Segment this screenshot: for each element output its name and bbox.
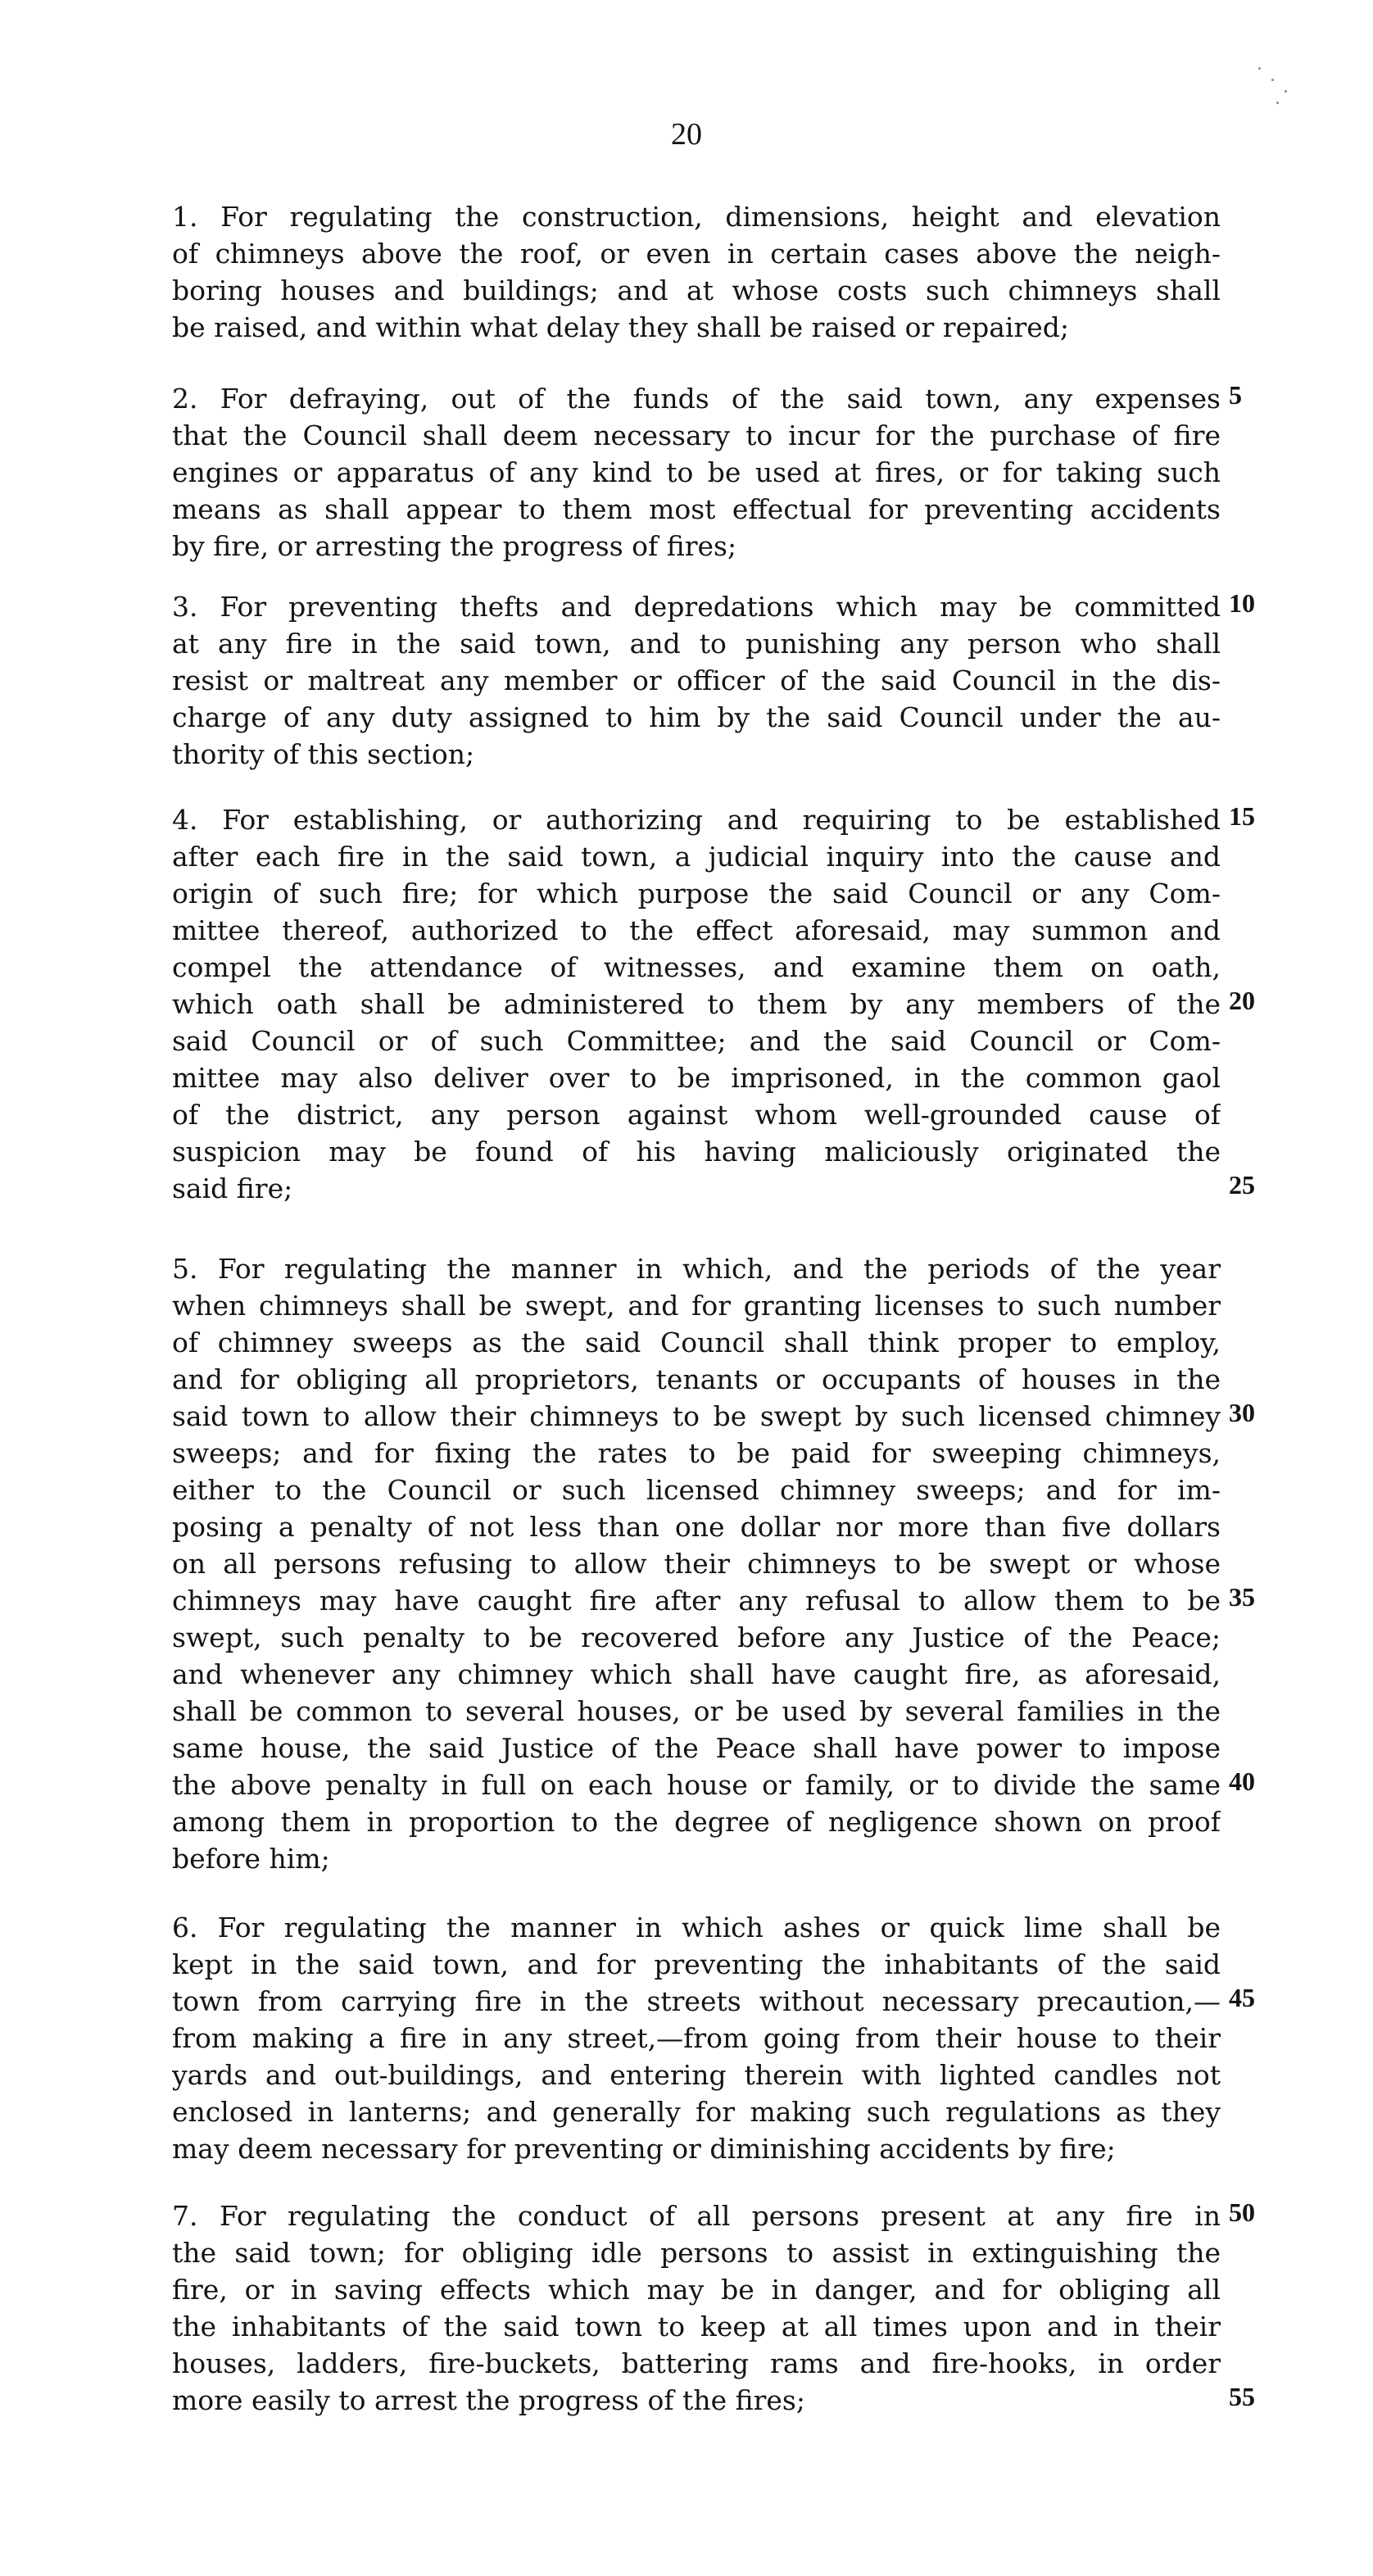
scan-speck (1285, 90, 1287, 93)
text-line: resist or maltreat any member or officer of the said Council in the dis- (172, 664, 1221, 696)
line-number: 45 (1229, 1983, 1255, 2012)
text-line: kept in the said town, and for preventing the inhabitants of the said (172, 1948, 1221, 1980)
text-line: by fire, or arresting the progress of fires; (172, 530, 737, 562)
line-number: 10 (1229, 588, 1255, 618)
text-line: boring houses and buildings; and at whose costs such chimneys shall (172, 274, 1221, 306)
text-line: be raised, and within what delay they shall be raised or repaired; (172, 311, 1070, 343)
text-line: that the Council shall deem necessary to incur for the purchase of fire (172, 420, 1221, 451)
text-line: shall be common to several houses, or be used by several families in the (172, 1695, 1221, 1727)
text-line: among them in proportion to the degree of negligence shown on proof (172, 1806, 1221, 1838)
line-number: 20 (1229, 986, 1255, 1015)
text-line: of chimney sweeps as the said Council shall think proper to employ, (172, 1327, 1221, 1358)
text-line: suspicion may be found of his having maliciously originated the (172, 1136, 1221, 1168)
text-line: mittee thereof, authorized to the effect aforesaid, may summon and (172, 914, 1221, 946)
text-line: 7. For regulating the conduct of all persons present at any fire in (172, 2200, 1221, 2232)
text-line: town from carrying fire in the streets without necessary precaution,— (172, 1985, 1221, 2017)
text-line: posing a penalty of not less than one dollar nor more than five dollars (172, 1511, 1221, 1543)
paragraph-1 (172, 198, 1221, 346)
scan-speck (1258, 67, 1261, 70)
text-line: sweeps; and for fixing the rates to be paid for sweeping chimneys, (172, 1437, 1221, 1469)
line-number: 15 (1229, 801, 1255, 831)
text-line: from making a fire in any street,—from going from their house to their (172, 2022, 1221, 2054)
text-line: after each fire in the said town, a judicial inquiry into the cause and (172, 841, 1221, 873)
text-line: at any fire in the said town, and to punishing any person who shall (172, 628, 1221, 660)
text-line: said Council or of such Committee; and the said Council or Com- (172, 1025, 1221, 1057)
paragraph-5 (172, 1250, 1221, 1877)
text-line: compel the attendance of witnesses, and examine them on oath, (172, 951, 1221, 983)
text-line: same house, the said Justice of the Peace shall have power to impose (172, 1732, 1221, 1764)
text-line: thority of this section; (172, 738, 475, 770)
text-line: mittee may also deliver over to be imprisoned, in the common gaol (172, 1062, 1221, 1094)
text-line: origin of such fire; for which purpose the said Council or any Com- (172, 878, 1221, 909)
paragraph-2 (172, 380, 1221, 565)
text-line: on all persons refusing to allow their chimneys to be swept or whose (172, 1548, 1221, 1580)
text-line: fire, or in saving effects which may be in danger, and for obliging all (172, 2274, 1221, 2306)
text-line: of chimneys above the roof, or even in certain cases above the neigh- (172, 238, 1221, 270)
text-line: charge of any duty assigned to him by the said Council under the au- (172, 701, 1221, 733)
text-line: means as shall appear to them most effectual for preventing accidents (172, 493, 1221, 525)
text-line: when chimneys shall be swept, and for granting licenses to such number (172, 1290, 1221, 1322)
line-number: 5 (1229, 380, 1242, 410)
text-line: enclosed in lanterns; and generally for making such regulations as they (172, 2096, 1221, 2128)
paragraph-7 (172, 2197, 1221, 2419)
paragraph-4 (172, 801, 1221, 1207)
paragraph-3 (172, 588, 1221, 773)
text-line: engines or apparatus of any kind to be used at fires, or for taking such (172, 456, 1221, 488)
page-number: 20 (671, 117, 702, 152)
line-number: 50 (1229, 2197, 1255, 2227)
text-line: 4. For establishing, or authorizing and requiring to be established (172, 804, 1221, 836)
text-line: 2. For defraying, out of the funds of the said town, any expenses (172, 383, 1221, 415)
scan-speck (1276, 102, 1279, 104)
text-line: before him; (172, 1843, 330, 1875)
text-line: the inhabitants of the said town to keep at all times upon and in their (172, 2311, 1221, 2342)
text-line: which oath shall be administered to them by any members of the (172, 988, 1221, 1020)
text-line: either to the Council or such licensed chimney sweeps; and for im- (172, 1474, 1221, 1506)
text-line: 3. For preventing thefts and depredations which may be committed (172, 591, 1221, 623)
text-line: of the district, any person against whom well-grounded cause of (172, 1099, 1221, 1131)
text-line: 1. For regulating the construction, dimensions, height and elevation (172, 201, 1221, 233)
text-line: and for obliging all proprietors, tenants or occupants of houses in the (172, 1363, 1221, 1395)
text-line: chimneys may have caught fire after any refusal to allow them to be (172, 1585, 1221, 1617)
text-line: swept, such penalty to be recovered before any Justice of the Peace; (172, 1621, 1221, 1653)
line-number: 55 (1229, 2382, 1255, 2411)
text-line: 6. For regulating the manner in which ashes or quick lime shall be (172, 1912, 1221, 1943)
paragraph-6 (172, 1909, 1221, 2167)
text-line: houses, ladders, fire-buckets, battering rams and fire-hooks, in order (172, 2347, 1221, 2379)
line-number: 40 (1229, 1766, 1255, 1796)
text-line: said town to allow their chimneys to be swept by such licensed chimney (172, 1400, 1221, 1432)
text-line: may deem necessary for preventing or diminishing accidents by fire; (172, 2133, 1116, 2165)
line-number: 30 (1229, 1398, 1255, 1427)
text-line: more easily to arrest the progress of the fires; (172, 2384, 805, 2416)
scan-speck (1271, 79, 1274, 81)
text-line: and whenever any chimney which shall have caught fire, as aforesaid, (172, 1658, 1221, 1690)
text-line: yards and out-buildings, and entering therein with lighted candles not (172, 2059, 1221, 2091)
text-line: the above penalty in full on each house or family, or to divide the same (172, 1769, 1221, 1801)
text-line: said fire; (172, 1172, 293, 1204)
line-number: 25 (1229, 1170, 1255, 1200)
text-line: the said town; for obliging idle persons to assist in extinguishing the (172, 2237, 1221, 2269)
text-line: 5. For regulating the manner in which, and the periods of the year (172, 1253, 1221, 1285)
line-number: 35 (1229, 1582, 1255, 1612)
